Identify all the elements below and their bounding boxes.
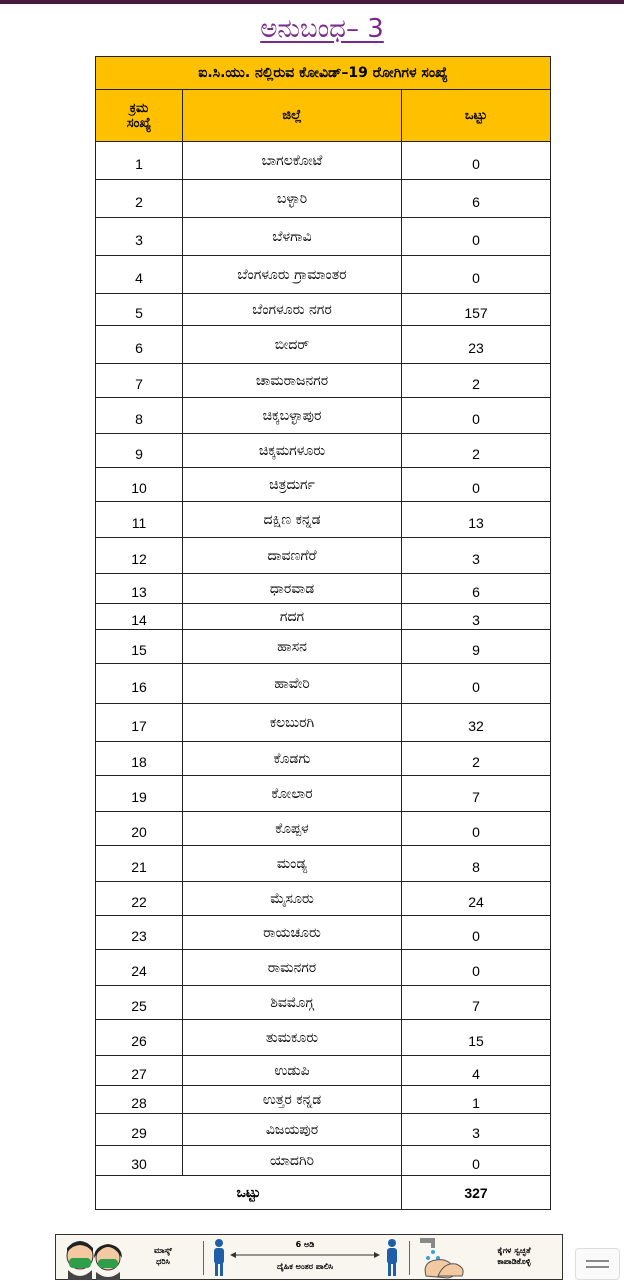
district-cell: ಕಲಬುರಗಿ bbox=[183, 704, 402, 742]
serial-cell: 9 bbox=[96, 434, 183, 468]
serial-cell: 13 bbox=[96, 574, 183, 604]
district-cell: ಚಾಮರಾಜನಗರ bbox=[183, 364, 402, 398]
count-cell: 9 bbox=[402, 630, 551, 664]
count-cell: 0 bbox=[402, 218, 551, 256]
safety-banner bbox=[55, 1234, 563, 1280]
table-row bbox=[96, 1020, 551, 1056]
district-cell: ಬೆಳಗಾವಿ bbox=[183, 218, 402, 256]
district-cell: ಬೆಂಗಳೂರು ನಗರ bbox=[183, 294, 402, 326]
table-row bbox=[96, 1056, 551, 1086]
serial-cell: 14 bbox=[96, 604, 183, 630]
count-cell: 0 bbox=[402, 256, 551, 294]
col-header-total: ಒಟ್ಟು bbox=[402, 90, 551, 142]
serial-cell: 5 bbox=[96, 294, 183, 326]
annex-title: ಅನುಬಂಧ– 3 bbox=[260, 14, 384, 44]
district-cell: ಬೀದರ್ bbox=[183, 326, 402, 364]
count-cell: 24 bbox=[402, 882, 551, 916]
serial-cell: 2 bbox=[96, 180, 183, 218]
serial-cell: 30 bbox=[96, 1146, 183, 1176]
district-cell: ಯಾದಗಿರಿ bbox=[183, 1146, 402, 1176]
mask-icon bbox=[60, 1236, 128, 1280]
table-row bbox=[96, 812, 551, 846]
person-icon bbox=[384, 1238, 400, 1278]
count-cell: 157 bbox=[402, 294, 551, 326]
district-cell: ಗದಗ bbox=[183, 604, 402, 630]
serial-cell: 17 bbox=[96, 704, 183, 742]
count-cell: 0 bbox=[402, 664, 551, 704]
serial-cell: 27 bbox=[96, 1056, 183, 1086]
person-icon bbox=[211, 1238, 227, 1278]
table-row bbox=[96, 142, 551, 180]
header-row bbox=[96, 90, 551, 142]
count-cell: 3 bbox=[402, 1114, 551, 1146]
district-cell: ದಕ್ಷಿಣ ಕನ್ನಡ bbox=[183, 502, 402, 538]
district-cell: ಮಂಡ್ಯ bbox=[183, 846, 402, 882]
district-cell: ಕೊಪ್ಪಳ bbox=[183, 812, 402, 846]
count-cell: 32 bbox=[402, 704, 551, 742]
serial-cell: 19 bbox=[96, 776, 183, 812]
table-row bbox=[96, 776, 551, 812]
district-cell: ಹಾಸನ bbox=[183, 630, 402, 664]
district-cell: ಬೆಂಗಳೂರು ಗ್ರಾಮಾಂತರ bbox=[183, 256, 402, 294]
table-row bbox=[96, 180, 551, 218]
distance-section bbox=[206, 1235, 406, 1281]
top-border bbox=[0, 0, 624, 4]
district-cell: ರಾಯಚೂರು bbox=[183, 916, 402, 950]
handwash-text-line2: ಕಾಪಾಡಿಕೊಳ್ಳಿ bbox=[497, 1257, 531, 1266]
serial-cell: 28 bbox=[96, 1086, 183, 1114]
count-cell: 2 bbox=[402, 434, 551, 468]
serial-cell: 29 bbox=[96, 1114, 183, 1146]
district-cell: ಹಾವೇರಿ bbox=[183, 664, 402, 704]
district-cell: ರಾಮನಗರ bbox=[183, 950, 402, 986]
handwash-text-line1: ಕೈಗಳ ಸ್ವಚ್ಛತೆ bbox=[497, 1246, 531, 1255]
table-row bbox=[96, 604, 551, 630]
icu-patients-table bbox=[95, 56, 551, 1210]
col-header-serial-line2: ಸಂಖ್ಯೆ bbox=[126, 115, 152, 131]
table-row bbox=[96, 742, 551, 776]
table-row bbox=[96, 916, 551, 950]
count-cell: 8 bbox=[402, 846, 551, 882]
count-cell: 0 bbox=[402, 916, 551, 950]
double-arrow-icon bbox=[230, 1251, 380, 1259]
mask-section bbox=[60, 1235, 200, 1281]
serial-cell: 11 bbox=[96, 502, 183, 538]
count-cell: 7 bbox=[402, 776, 551, 812]
table-row bbox=[96, 256, 551, 294]
table-row bbox=[96, 1146, 551, 1176]
table-row bbox=[96, 502, 551, 538]
total-value: 327 bbox=[402, 1176, 551, 1210]
menu-button[interactable] bbox=[575, 1248, 620, 1280]
district-cell: ಉತ್ತರ ಕನ್ನಡ bbox=[183, 1086, 402, 1114]
serial-cell: 3 bbox=[96, 218, 183, 256]
mask-text-line1: ಮಾಸ್ಕ್ bbox=[153, 1246, 173, 1255]
district-cell: ಬಾಗಲಕೋಟೆ bbox=[183, 142, 402, 180]
handwash-section bbox=[412, 1235, 562, 1281]
serial-cell: 20 bbox=[96, 812, 183, 846]
district-cell: ಕೋಲಾರ bbox=[183, 776, 402, 812]
count-cell: 3 bbox=[402, 604, 551, 630]
handwash-icon bbox=[414, 1236, 470, 1280]
table-row bbox=[96, 398, 551, 434]
serial-cell: 4 bbox=[96, 256, 183, 294]
district-cell: ಬಳ್ಳಾರಿ bbox=[183, 180, 402, 218]
table-row bbox=[96, 218, 551, 256]
district-cell: ಕೊಡಗು bbox=[183, 742, 402, 776]
table-row bbox=[96, 1086, 551, 1114]
col-header-district: ಜಿಲ್ಲೆ bbox=[183, 90, 402, 142]
serial-cell: 16 bbox=[96, 664, 183, 704]
serial-cell: 10 bbox=[96, 468, 183, 502]
count-cell: 7 bbox=[402, 986, 551, 1020]
count-cell: 6 bbox=[402, 574, 551, 604]
count-cell: 4 bbox=[402, 1056, 551, 1086]
col-header-serial bbox=[96, 90, 183, 142]
district-cell: ಚಿತ್ರದುರ್ಗ bbox=[183, 468, 402, 502]
serial-cell: 25 bbox=[96, 986, 183, 1020]
count-cell: 6 bbox=[402, 180, 551, 218]
serial-cell: 22 bbox=[96, 882, 183, 916]
district-cell: ಮೈಸೂರು bbox=[183, 882, 402, 916]
banner-divider bbox=[203, 1241, 204, 1275]
distance-top-text: 6 ಅಡಿ bbox=[295, 1240, 315, 1249]
menu-icon-bar bbox=[586, 1260, 609, 1262]
serial-cell: 15 bbox=[96, 630, 183, 664]
table-row bbox=[96, 364, 551, 398]
table-row bbox=[96, 434, 551, 468]
total-row bbox=[96, 1176, 551, 1210]
serial-cell: 21 bbox=[96, 846, 183, 882]
table-row bbox=[96, 846, 551, 882]
menu-icon-bar bbox=[586, 1266, 609, 1268]
table-row bbox=[96, 574, 551, 604]
table-row bbox=[96, 882, 551, 916]
serial-cell: 23 bbox=[96, 916, 183, 950]
count-cell: 13 bbox=[402, 502, 551, 538]
count-cell: 1 bbox=[402, 1086, 551, 1114]
banner-divider bbox=[409, 1241, 410, 1275]
count-cell: 0 bbox=[402, 142, 551, 180]
table-row bbox=[96, 294, 551, 326]
table-row bbox=[96, 1114, 551, 1146]
serial-cell: 24 bbox=[96, 950, 183, 986]
serial-cell: 1 bbox=[96, 142, 183, 180]
serial-cell: 6 bbox=[96, 326, 183, 364]
table-row bbox=[96, 704, 551, 742]
district-cell: ಚಿಕ್ಕಮಗಳೂರು bbox=[183, 434, 402, 468]
count-cell: 0 bbox=[402, 812, 551, 846]
mask-text-line2: ಧರಿಸಿ bbox=[156, 1257, 170, 1266]
table-row bbox=[96, 538, 551, 574]
table-row bbox=[96, 468, 551, 502]
count-cell: 0 bbox=[402, 398, 551, 434]
table-body bbox=[96, 142, 551, 1176]
serial-cell: 8 bbox=[96, 398, 183, 434]
table-row bbox=[96, 326, 551, 364]
table-title: ಐ.ಸಿ.ಯು. ನಲ್ಲಿರುವ ಕೋವಿಡ್–19 ರೋಗಿಗಳ ಸಂಖ್ಯೆ bbox=[96, 57, 551, 90]
count-cell: 0 bbox=[402, 468, 551, 502]
serial-cell: 26 bbox=[96, 1020, 183, 1056]
table-row bbox=[96, 986, 551, 1020]
serial-cell: 7 bbox=[96, 364, 183, 398]
col-header-serial-line1: ಕ್ರಮ bbox=[129, 100, 149, 116]
district-cell: ತುಮಕೂರು bbox=[183, 1020, 402, 1056]
count-cell: 0 bbox=[402, 1146, 551, 1176]
district-cell: ಧಾರವಾಡ bbox=[183, 574, 402, 604]
distance-bottom-text: ದೈಹಿಕ ಅಂತರ ಪಾಲಿಸಿ bbox=[276, 1262, 334, 1271]
district-cell: ವಿಜಯಪುರ bbox=[183, 1114, 402, 1146]
count-cell: 2 bbox=[402, 742, 551, 776]
district-cell: ಉಡುಪಿ bbox=[183, 1056, 402, 1086]
table-row bbox=[96, 664, 551, 704]
district-cell: ಶಿವಮೊಗ್ಗ bbox=[183, 986, 402, 1020]
table-row bbox=[96, 630, 551, 664]
serial-cell: 18 bbox=[96, 742, 183, 776]
total-label: ಒಟ್ಟು bbox=[96, 1176, 402, 1210]
count-cell: 23 bbox=[402, 326, 551, 364]
district-cell: ದಾವಣಗೆರೆ bbox=[183, 538, 402, 574]
count-cell: 15 bbox=[402, 1020, 551, 1056]
count-cell: 0 bbox=[402, 950, 551, 986]
count-cell: 3 bbox=[402, 538, 551, 574]
serial-cell: 12 bbox=[96, 538, 183, 574]
table-row bbox=[96, 950, 551, 986]
count-cell: 2 bbox=[402, 364, 551, 398]
district-cell: ಚಿಕ್ಕಬಳ್ಳಾಪುರ bbox=[183, 398, 402, 434]
